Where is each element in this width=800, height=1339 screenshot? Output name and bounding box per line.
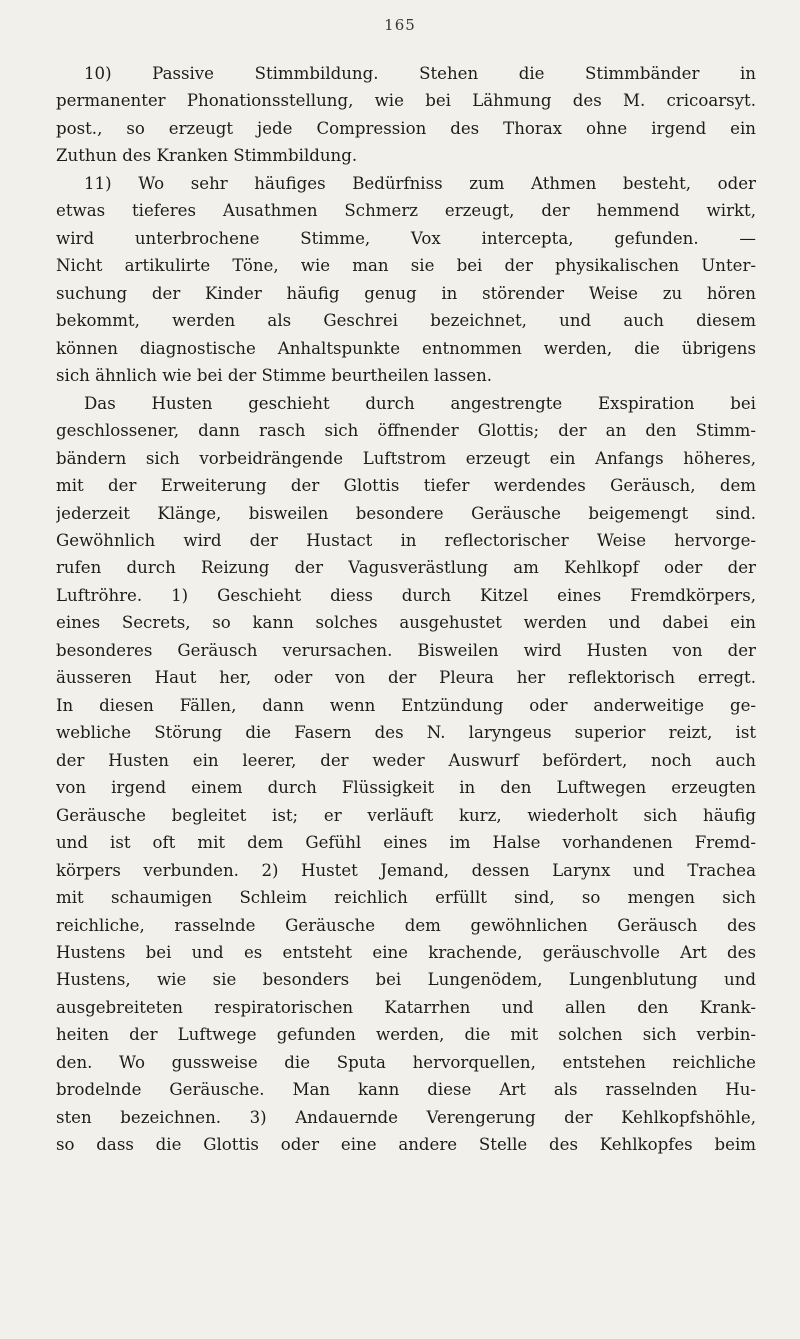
text-line: reichliche, rasselnde Geräusche dem gewöhnlichen Geräusch des bbox=[56, 915, 756, 935]
text-line: etwas tieferes Ausathmen Schmerz erzeugt, der hemmend wirkt, bbox=[56, 201, 756, 221]
text-line: post., so erzeugt jede Compression des Thorax ohne irgend ein bbox=[56, 118, 756, 138]
text-line: permanenter Phonationsstellung, wie bei Lähmung des M. cricoarsyt. bbox=[56, 91, 756, 111]
text-line: 10) Passive Stimmbildung. Stehen die Stimmbänder in bbox=[84, 64, 756, 83]
text-line: Geräusche begleitet ist; er verläuft kurz, wiederholt sich häufig bbox=[56, 805, 756, 825]
text-line: mit der Erweiterung der Glottis tiefer werdendes Geräusch, dem bbox=[56, 476, 756, 496]
text-line: Das Husten geschieht durch angestrengte Exspiration bei bbox=[84, 393, 756, 413]
text-line: so dass die Glottis oder eine andere Stelle des Kehlkopfes beim bbox=[56, 1135, 756, 1155]
text-line: bekommt, werden als Geschrei bezeichnet, und auch diesem bbox=[56, 311, 756, 331]
text-line: Hustens bei und es entsteht eine krachende, geräuschvolle Art des bbox=[56, 943, 756, 962]
text-line: In diesen Fällen, dann wenn Entzündung oder anderweitige ge- bbox=[56, 695, 756, 715]
text-line: suchung der Kinder häufig genug in störender Weise zu hören bbox=[56, 283, 756, 303]
text-line: rufen durch Reizung der Vagusverästlung am Kehlkopf oder der bbox=[56, 558, 756, 578]
text-line: 11) Wo sehr häufiges Bedürfniss zum Athmen besteht, oder bbox=[84, 173, 756, 193]
text-line: wird unterbrochene Stimme, Vox intercepta, gefunden. — bbox=[56, 228, 756, 248]
text-line: ausgebreiteten respiratorischen Katarrhen und allen den Krank- bbox=[56, 997, 756, 1017]
text-line: Gewöhnlich wird der Hustact in reflectorischer Weise hervorge- bbox=[56, 530, 756, 550]
text-line: Luftröhre. 1) Geschieht diess durch Kitzel eines Fremdkörpers, bbox=[56, 585, 756, 605]
text-line: der Husten ein leerer, der weder Auswurf befördert, noch auch bbox=[56, 750, 756, 770]
text-line: körpers verbunden. 2) Hustet Jemand, dessen Larynx und Trachea bbox=[56, 860, 756, 880]
text-line: brodelnde Geräusche. Man kann diese Art als rasselnden Hu- bbox=[56, 1080, 756, 1100]
text-line: äusseren Haut her, oder von der Pleura her reflektorisch erregt. bbox=[56, 668, 756, 688]
text-line: mit schaumigen Schleim reichlich erfüllt sind, so mengen sich bbox=[56, 888, 756, 908]
text-line: den. Wo gussweise die Sputa hervorquellen, entstehen reichliche bbox=[56, 1052, 756, 1072]
body-text bbox=[56, 60, 756, 1159]
text-line: bändern sich vorbeidrängende Luftstrom erzeugt ein Anfangs höheres, bbox=[56, 448, 756, 468]
text-line: besonderes Geräusch verursachen. Bisweilen wird Husten von der bbox=[56, 640, 756, 660]
text-line: und ist oft mit dem Gefühl eines im Halse vorhandenen Fremd- bbox=[56, 833, 756, 853]
text-line: geschlossener, dann rasch sich öffnender Glottis; der an den Stimm- bbox=[56, 421, 756, 441]
text-line: heiten der Luftwege gefunden werden, die mit solchen sich verbin- bbox=[56, 1025, 756, 1045]
text-line: von irgend einem durch Flüssigkeit in den Luftwegen erzeugten bbox=[56, 778, 756, 798]
text-line: Nicht artikulirte Töne, wie man sie bei der physikalischen Unter- bbox=[56, 256, 756, 276]
text-line: können diagnostische Anhaltspunkte entnommen werden, die übrigens bbox=[56, 338, 756, 358]
text-line: sich ähnlich wie bei der Stimme beurtheilen lassen. bbox=[56, 366, 493, 386]
text-line: jederzeit Klänge, bisweilen besondere Geräusche beigemengt sind. bbox=[56, 503, 756, 523]
text-line: Zuthun des Kranken Stimmbildung. bbox=[56, 146, 358, 166]
text-line: eines Secrets, so kann solches ausgehustet werden und dabei ein bbox=[56, 613, 756, 633]
text-line: webliche Störung die Fasern des N. laryngeus superior reizt, ist bbox=[56, 723, 756, 743]
page-number: 165 bbox=[384, 16, 416, 34]
text-line: Hustens, wie sie besonders bei Lungenödem, Lungenblutung und bbox=[56, 970, 756, 990]
text-line: sten bezeichnen. 3) Andauernde Verengerung der Kehlkopfshöhle, bbox=[56, 1107, 756, 1127]
